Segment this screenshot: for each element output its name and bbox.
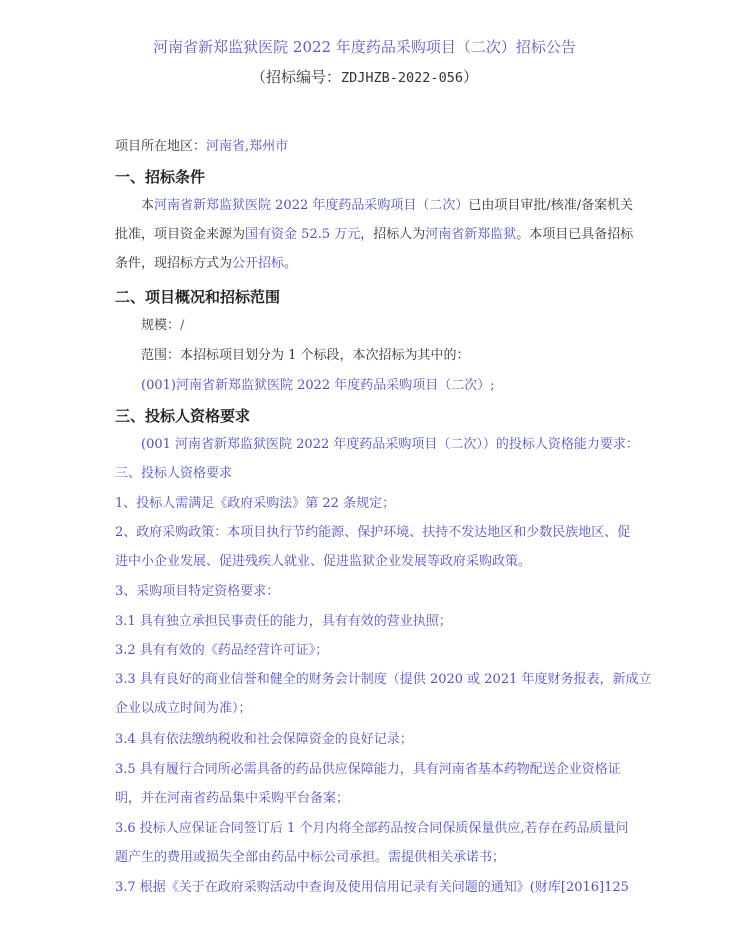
s2-lot: (001)河南省新郑监狱医院 2022 年度药品采购项目（二次）;: [141, 378, 495, 393]
s1-tender-method: 公开招标: [232, 256, 285, 271]
s1-p2c: ，招标人为: [360, 227, 426, 242]
s3-requirement-1: 1、投标人需满足《政府采购法》第 22 条规定；: [115, 496, 396, 511]
project-region: [115, 137, 637, 157]
s3-requirement-3: 3、采购项目特定资格要求：: [115, 584, 280, 599]
s1-p2e: 。本项目已具备招标: [516, 227, 634, 242]
s1-paragraph-line-2: [115, 225, 637, 245]
section-3-heading: 三、投标人资格要求: [115, 407, 251, 425]
s3-requirement-3-5-line-1: 3.5 具有履行合同所必需具备的药品供应保障能力，具有河南省基本药物配送企业资格证: [115, 762, 621, 777]
page-title: 河南省新郑监狱医院 2022 年度药品采购项目（二次）招标公告: [153, 38, 576, 56]
tender-number-prefix: （招标编号：: [251, 68, 342, 86]
s3-sub-heading: 三、投标人资格要求: [115, 466, 233, 481]
s2-scale: [141, 316, 663, 336]
s1-p1c: 已由项目审批/核准/备案机关: [468, 198, 634, 213]
s1-p2a: 批准，项目资金来源为: [115, 227, 246, 242]
s1-paragraph-line-1: [141, 196, 663, 216]
s2-scope: 范围：本招标项目划分为 1 个标段，本次招标为其中的：: [141, 348, 470, 363]
s1-p3c: 。: [284, 256, 298, 271]
s3-requirement-3-2: 3.2 具有有效的《药品经营许可证》；: [115, 643, 329, 658]
s3-requirement-3-5-line-2: 明，并在河南省药品集中采购平台备案；: [115, 791, 350, 806]
tender-number-suffix: ）: [462, 68, 478, 86]
s1-tenderer: 河南省新郑监狱: [425, 227, 517, 242]
s1-paragraph-line-3: [115, 254, 637, 274]
tender-number-code: ZDJHZB-2022-056: [341, 70, 463, 86]
s3-requirement-3-1: 3.1 具有独立承担民事责任的能力，具有有效的营业执照；: [115, 614, 452, 629]
region-label: 项目所在地区：: [115, 139, 207, 154]
section-2-heading: 二、项目概况和招标范围: [115, 288, 281, 306]
s3-requirement-2-line-1: 2、政府采购政策：本项目执行节约能源、保护环境、扶持不发达地区和少数民族地区、促: [115, 525, 631, 540]
s3-requirement-3-6-line-2: 题产生的费用或损失全部由药品中标公司承担。需提供相关承诺书；: [115, 850, 506, 865]
s3-requirement-3-7: 3.7 根据《关于在政府采购活动中查询及使用信用记录有关问题的通知》(财库[2016]125: [115, 880, 629, 895]
s3-requirement-3-6-line-1: 3.6 投标人应保证合同签订后 1 个月内将全部药品按合同保质保量供应,若存在药品质量问: [115, 821, 629, 836]
s3-requirement-3-3-line-1: 3.3 具有良好的商业信誉和健全的财务会计制度（提供 2020 或 2021 年度财务报表，新成立: [115, 672, 652, 687]
region-value: 河南省,郑州市: [206, 139, 289, 154]
s3-requirement-3-3-line-2: 企业以成立时间为准）；: [115, 701, 252, 716]
s1-fund-source: 国有资金 52.5 万元: [245, 227, 361, 242]
s1-p3a: 条件，现招标方式为: [115, 256, 233, 271]
tender-number: [0, 66, 729, 89]
s2-scale-label: 规模：: [141, 318, 181, 333]
s3-requirement-2-line-2: 进中小企业发展、促进残疾人就业、促进监狱企业发展等政府采购政策。: [115, 554, 532, 569]
section-1-heading: 一、招标条件: [115, 168, 206, 186]
s2-scale-value: /: [180, 318, 185, 333]
s1-project-name: 河南省新郑监狱医院 2022 年度药品采购项目（二次）: [154, 198, 469, 213]
s1-p1a: 本: [141, 198, 155, 213]
s3-intro: (001 河南省新郑监狱医院 2022 年度药品采购项目（二次））的投标人资格能力要求：: [141, 437, 639, 452]
s3-requirement-3-4: 3.4 具有依法缴纳税收和社会保障资金的良好记录；: [115, 732, 413, 747]
